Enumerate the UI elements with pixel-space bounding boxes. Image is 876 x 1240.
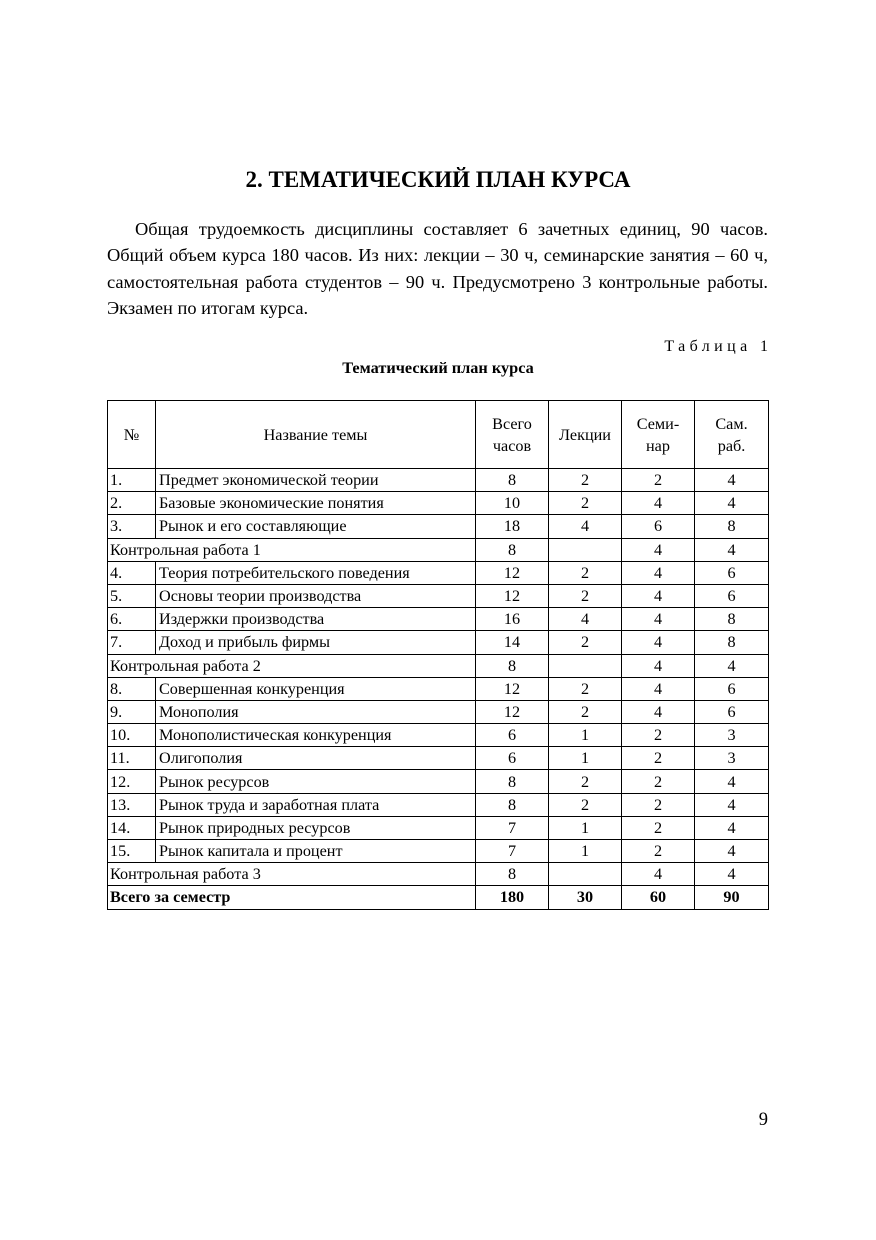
row-number: 11. <box>108 747 156 770</box>
row-seminar: 2 <box>622 816 695 839</box>
control-work-label: Контрольная работа 2 <box>108 654 476 677</box>
row-total-hours: 8 <box>476 770 549 793</box>
table-row <box>108 724 769 747</box>
row-seminar: 2 <box>622 747 695 770</box>
row-self-work: 8 <box>695 515 769 538</box>
row-self-work: 3 <box>695 747 769 770</box>
table-row <box>108 816 769 839</box>
row-lectures: 2 <box>549 584 622 607</box>
row-self-work: 4 <box>695 654 769 677</box>
row-self-work: 8 <box>695 608 769 631</box>
row-lectures: 2 <box>549 700 622 723</box>
row-seminar: 4 <box>622 631 695 654</box>
row-number: 8. <box>108 677 156 700</box>
table-row <box>108 469 769 492</box>
row-lectures: 4 <box>549 608 622 631</box>
row-topic: Доход и прибыль фирмы <box>156 631 476 654</box>
row-topic: Рынок труда и заработная плата <box>156 793 476 816</box>
row-topic: Совершенная конкуренция <box>156 677 476 700</box>
table-row <box>108 793 769 816</box>
row-total-hours: 10 <box>476 492 549 515</box>
row-total-hours: 12 <box>476 584 549 607</box>
row-topic: Рынок капитала и процент <box>156 840 476 863</box>
row-number: 5. <box>108 584 156 607</box>
row-lectures <box>549 863 622 886</box>
row-lectures: 30 <box>549 886 622 909</box>
row-lectures: 2 <box>549 793 622 816</box>
row-lectures: 2 <box>549 469 622 492</box>
table-row <box>108 770 769 793</box>
row-self-work: 8 <box>695 631 769 654</box>
control-work-label: Контрольная работа 1 <box>108 538 476 561</box>
header-self-work: Сам. раб. <box>695 401 769 469</box>
row-seminar: 4 <box>622 608 695 631</box>
row-number: 9. <box>108 700 156 723</box>
table-row <box>108 840 769 863</box>
header-lectures: Лекции <box>549 401 622 469</box>
header-seminar: Семи- нар <box>622 401 695 469</box>
row-self-work: 4 <box>695 793 769 816</box>
row-total-hours: 8 <box>476 538 549 561</box>
row-total-hours: 6 <box>476 747 549 770</box>
row-self-work: 4 <box>695 538 769 561</box>
row-total-hours: 8 <box>476 654 549 677</box>
header-total-hours: Всего часов <box>476 401 549 469</box>
row-topic: Монополистическая конкуренция <box>156 724 476 747</box>
row-number: 2. <box>108 492 156 515</box>
row-topic: Рынок ресурсов <box>156 770 476 793</box>
row-self-work: 6 <box>695 700 769 723</box>
row-self-work: 4 <box>695 863 769 886</box>
row-total-hours: 12 <box>476 561 549 584</box>
row-seminar: 2 <box>622 469 695 492</box>
row-number: 6. <box>108 608 156 631</box>
table-control-row <box>108 538 769 561</box>
row-lectures: 2 <box>549 631 622 654</box>
row-number: 12. <box>108 770 156 793</box>
row-lectures: 2 <box>549 492 622 515</box>
row-lectures <box>549 538 622 561</box>
row-self-work: 4 <box>695 492 769 515</box>
row-total-hours: 6 <box>476 724 549 747</box>
row-number: 3. <box>108 515 156 538</box>
section-heading: 2. ТЕМАТИЧЕСКИЙ ПЛАН КУРСА <box>245 167 631 192</box>
table-row <box>108 492 769 515</box>
row-seminar: 4 <box>622 538 695 561</box>
row-number: 10. <box>108 724 156 747</box>
row-seminar: 4 <box>622 700 695 723</box>
table-row <box>108 747 769 770</box>
row-lectures: 1 <box>549 747 622 770</box>
row-total-hours: 12 <box>476 700 549 723</box>
table-row <box>108 608 769 631</box>
row-lectures: 1 <box>549 816 622 839</box>
row-total-hours: 8 <box>476 793 549 816</box>
table-row <box>108 584 769 607</box>
table-row <box>108 561 769 584</box>
thematic-plan-table <box>107 400 769 910</box>
row-self-work: 6 <box>695 584 769 607</box>
row-total-hours: 7 <box>476 840 549 863</box>
row-lectures: 1 <box>549 840 622 863</box>
table-control-row <box>108 654 769 677</box>
row-topic: Предмет экономической теории <box>156 469 476 492</box>
row-lectures: 1 <box>549 724 622 747</box>
row-number: 14. <box>108 816 156 839</box>
row-seminar: 2 <box>622 793 695 816</box>
row-topic: Издержки производства <box>156 608 476 631</box>
row-number: 4. <box>108 561 156 584</box>
row-seminar: 60 <box>622 886 695 909</box>
table-row <box>108 631 769 654</box>
control-work-label: Контрольная работа 3 <box>108 863 476 886</box>
row-total-hours: 7 <box>476 816 549 839</box>
page-number: 9 <box>758 1110 768 1130</box>
row-total-hours: 18 <box>476 515 549 538</box>
row-lectures <box>549 654 622 677</box>
row-self-work: 4 <box>695 840 769 863</box>
table-body <box>108 469 769 910</box>
row-self-work: 4 <box>695 816 769 839</box>
row-total-hours: 8 <box>476 863 549 886</box>
row-seminar: 4 <box>622 584 695 607</box>
row-number: 7. <box>108 631 156 654</box>
table-header-row <box>108 401 769 469</box>
row-total-hours: 14 <box>476 631 549 654</box>
table-header <box>108 401 769 469</box>
row-lectures: 4 <box>549 515 622 538</box>
row-self-work: 6 <box>695 561 769 584</box>
row-seminar: 2 <box>622 770 695 793</box>
table-number: Таблица 1 <box>664 338 773 355</box>
row-topic: Рынок природных ресурсов <box>156 816 476 839</box>
header-number: № <box>108 401 156 469</box>
row-number: 1. <box>108 469 156 492</box>
table-caption: Тематический план курса <box>342 358 534 377</box>
row-seminar: 4 <box>622 492 695 515</box>
row-lectures: 2 <box>549 677 622 700</box>
row-seminar: 4 <box>622 863 695 886</box>
table-control-row <box>108 863 769 886</box>
row-topic: Основы теории производства <box>156 584 476 607</box>
row-seminar: 2 <box>622 840 695 863</box>
row-self-work: 3 <box>695 724 769 747</box>
row-seminar: 4 <box>622 561 695 584</box>
row-self-work: 90 <box>695 886 769 909</box>
row-lectures: 2 <box>549 770 622 793</box>
row-total-hours: 12 <box>476 677 549 700</box>
row-total-hours: 180 <box>476 886 549 909</box>
table-row <box>108 700 769 723</box>
row-topic: Базовые экономические понятия <box>156 492 476 515</box>
table-row <box>108 677 769 700</box>
row-seminar: 4 <box>622 654 695 677</box>
row-topic: Монополия <box>156 700 476 723</box>
row-number: 15. <box>108 840 156 863</box>
row-lectures: 2 <box>549 561 622 584</box>
row-topic: Теория потребительского поведения <box>156 561 476 584</box>
row-self-work: 6 <box>695 677 769 700</box>
row-topic: Рынок и его составляющие <box>156 515 476 538</box>
total-label: Всего за семестр <box>108 886 476 909</box>
row-total-hours: 8 <box>476 469 549 492</box>
row-self-work: 4 <box>695 770 769 793</box>
row-topic: Олигополия <box>156 747 476 770</box>
row-seminar: 4 <box>622 677 695 700</box>
intro-paragraph: Общая трудоемкость дисциплины составляет 6 зачетных единиц, 90 часов. Общий объем курса 180 часов. Из них: лекции – 30 ч, семинарские занятия – 60 ч, самостоятельная работа студентов – 90 ч. Предусмотрено 3 контрольные работы. Экзамен по итогам курса. <box>107 219 768 319</box>
table-total-row <box>108 886 769 909</box>
row-total-hours: 16 <box>476 608 549 631</box>
row-self-work: 4 <box>695 469 769 492</box>
row-number: 13. <box>108 793 156 816</box>
table-row <box>108 515 769 538</box>
row-seminar: 6 <box>622 515 695 538</box>
row-seminar: 2 <box>622 724 695 747</box>
header-topic: Название темы <box>156 401 476 469</box>
